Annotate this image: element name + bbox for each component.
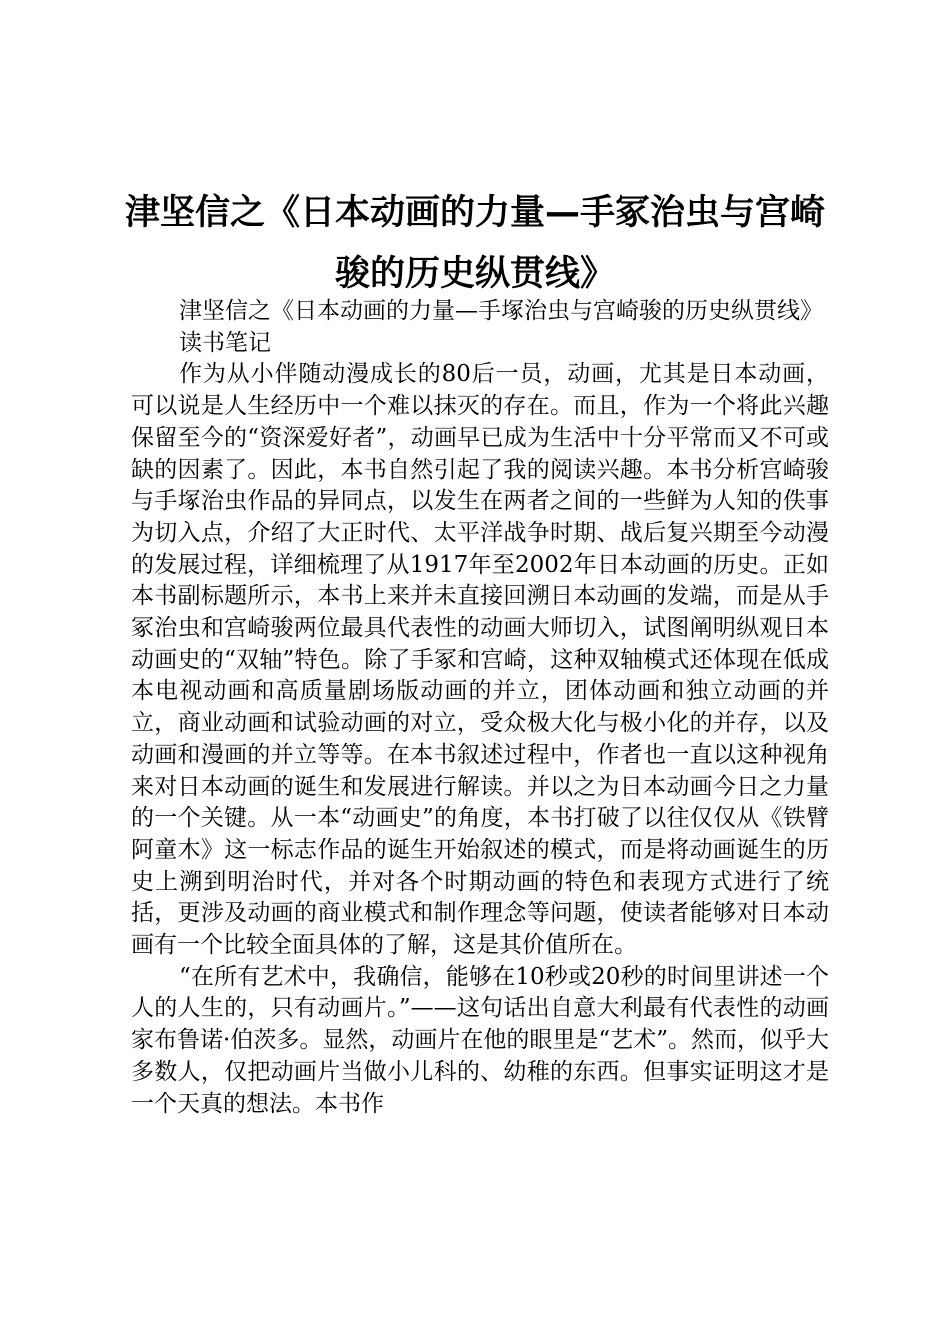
paragraph-intro: 作为从小伴随动漫成长的80后一员，动画，尤其是日本动画，可以说是人生经历中一个难以抹灭的存在。而且，作为一个将此兴趣保留至今的“资深爱好者”，动画早已成为生活中十分平常而又不可或缺的因素了。因此，本书自然引起了我的阅读兴趣。本书分析宫崎骏与手塚治虫作品的异同点，以发生在两者之间的一些鲜为人知的佚事为切入点，介绍了大正时代、太平洋战争时期、战后复兴期至今动漫的发展过程，详细梳理了从1917年至2002年日本动画的历史。正如本书副标题所示，本书上来并未直接回溯日本动画的发端，而是从手冢治虫和宫崎骏两位最具代表性的动画大师切入，试图阐明纵观日本动画史的“双轴”特色。除了手冢和宫崎，这种双轴模式还体现在低成本电视动画和高质量剧场版动画的并立，团体动画和独立动画的并立，商业动画和试验动画的对立，受众极大化与极小化的并存，以及动画和漫画的并立等等。在本书叙述过程中，作者也一直以这种视角来对日本动画的诞生和发展进行解读。并以之为日本动画今日之力量的一个关键。从一本“动画史”的角度，本书打破了以往仅仅从《铁臂阿童木》这一标志作品的诞生开始叙述的模式，而是将动画诞生的历史上溯到明治时代，并对各个时期动画的特色和表现方式进行了统括，更涉及动画的商业模式和制作理念等问题，使读者能够对日本动画有一个比较全面具体的了解，这是其价值所在。 xyxy=(131,361,829,959)
paragraph-reading-notes: 读书笔记 xyxy=(179,329,271,356)
paragraph-book-title: 津坚信之《日本动画的力量—手塚治虫与宫崎骏的历史纵贯线》 xyxy=(179,298,823,324)
paragraph-quote: “在所有艺术中，我确信，能够在10秒或20秒的时间里讲述一个人的人生的，只有动画片。”——这句话出自意大利最有代表性的动画家布鲁诺·伯茨多。显然，动画片在他的眼里是“艺术”。然而，似乎大多数人，仅把动画片当做小儿科的、幼稚的东西。但事实证明这才是一个天真的想法。本书作 xyxy=(131,963,829,1117)
document-title: 津坚信之《日本动画的力量—手冢治虫与宫崎骏的历史纵贯线》 xyxy=(124,193,825,294)
document-body xyxy=(131,296,829,1120)
